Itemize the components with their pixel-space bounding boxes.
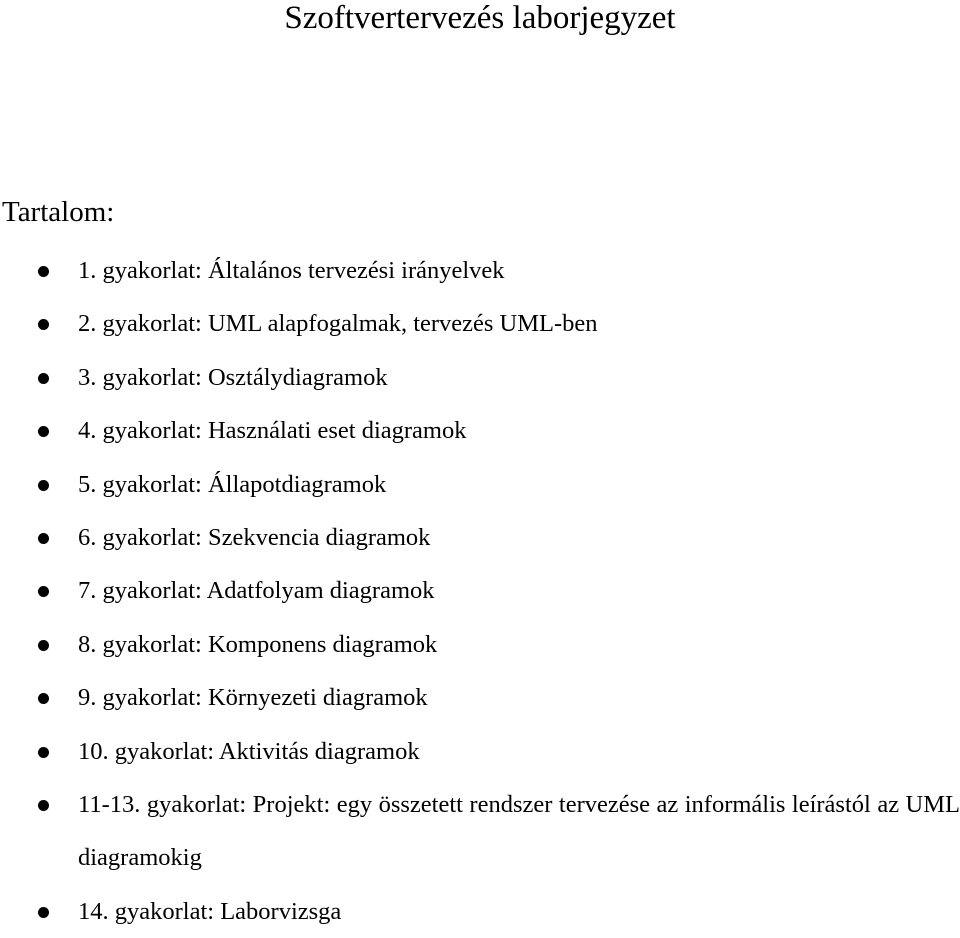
toc-item [0, 404, 960, 457]
toc-item [0, 564, 960, 617]
toc-item-label: 11-13. gyakorlat: Projekt: egy összetett rendszer tervezése az informális leírástól az UML diagramokig [78, 791, 960, 872]
bullet-icon [38, 800, 49, 811]
toc-item-label: 1. gyakorlat: Általános tervezési irányelvek [78, 257, 505, 284]
document-title: Szoftvertervezés laborjegyzet [284, 0, 676, 36]
toc-item [0, 244, 960, 297]
bullet-icon [38, 640, 49, 651]
toc-item [0, 618, 960, 671]
toc-item [0, 351, 960, 404]
toc-heading: Tartalom: [2, 196, 115, 228]
bullet-icon [38, 907, 49, 918]
bullet-icon [38, 693, 49, 704]
toc-item-label: 14. gyakorlat: Laborvizsga [78, 897, 342, 925]
toc-item-label: 10. gyakorlat: Aktivitás diagramok [78, 737, 420, 765]
toc-item [0, 885, 960, 938]
bullet-icon [38, 480, 49, 491]
toc-item-label: 4. gyakorlat: Használati eset diagramok [78, 417, 467, 445]
toc-item [0, 458, 960, 511]
bullet-icon [38, 373, 49, 384]
toc-item-label: 7. gyakorlat: Adatfolyam diagramok [78, 577, 435, 605]
toc-item-label: 9. gyakorlat: Környezeti diagramok [78, 684, 428, 712]
toc-item [0, 778, 960, 885]
toc-item-label: 2. gyakorlat: UML alapfogalmak, tervezés UML-ben [78, 310, 598, 338]
toc-item [0, 725, 960, 778]
bullet-icon [38, 319, 49, 330]
toc-item [0, 511, 960, 564]
bullet-icon [38, 747, 49, 758]
bullet-icon [38, 426, 49, 437]
toc-item [0, 297, 960, 350]
toc-item-label: 8. gyakorlat: Komponens diagramok [78, 630, 438, 658]
bullet-icon [38, 586, 49, 597]
table-of-contents [0, 244, 960, 938]
toc-item [0, 671, 960, 724]
bullet-icon [38, 266, 49, 277]
bullet-icon [38, 533, 49, 544]
toc-item-label: 5. gyakorlat: Állapotdiagramok [78, 470, 387, 498]
toc-item-label: 6. gyakorlat: Szekvencia diagramok [78, 524, 431, 552]
toc-item-label: 3. gyakorlat: Osztálydiagramok [78, 363, 388, 391]
